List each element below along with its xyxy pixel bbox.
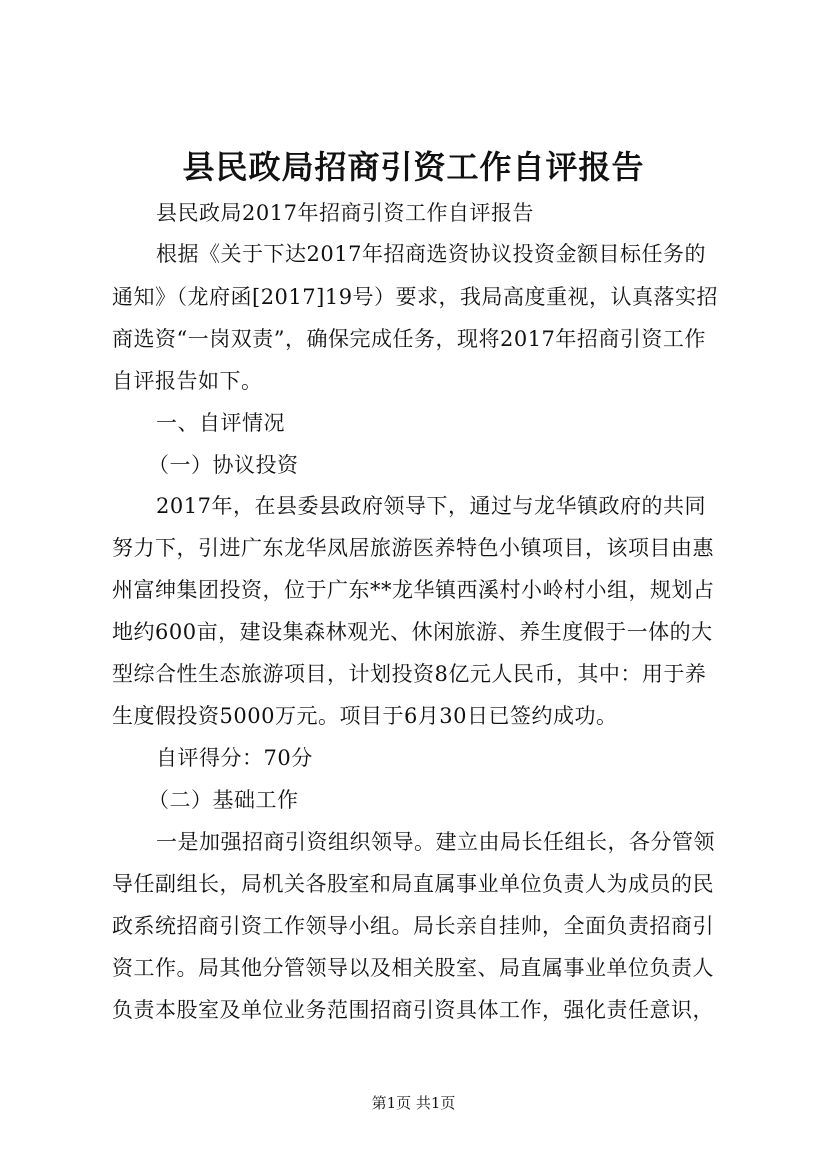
- subsection-heading: （一）协议投资: [148, 453, 299, 477]
- subtitle-line: 县民政局2017年招商引资工作自评报告: [156, 201, 534, 225]
- paragraph-line: 根据《关于下达2017年招商选资协议投资金额目标任务的: [156, 242, 706, 266]
- section-heading: 一、自评情况: [156, 411, 285, 435]
- score-line: 自评得分：70分: [156, 746, 313, 770]
- paragraph-line: 商选资“一岗双责”，确保完成任务，现将2017年招商引资工作: [112, 327, 706, 351]
- paragraph-line: 负责本股室及单位业务范围招商引资具体工作，强化责任意识，: [112, 998, 714, 1022]
- paragraph-line: 资工作。局其他分管领导以及相关股室、局直属事业单位负责人: [112, 956, 714, 980]
- paragraph-line: 生度假投资5000万元。项目于6月30日已签约成功。: [112, 704, 618, 728]
- paragraph-line: 州富绅集团投资，位于广东**龙华镇西溪村小岭村小组，规划占: [112, 578, 715, 602]
- subsection-heading: （二）基础工作: [148, 788, 299, 812]
- paragraph-line: 地约600亩，建设集森林观光、休闲旅游、养生度假于一体的大: [112, 620, 713, 644]
- paragraph-line: 自评报告如下。: [112, 369, 263, 393]
- document-title: 县民政局招商引资工作自评报告: [182, 148, 645, 186]
- paragraph-line: 努力下，引进广东龙华凤居旅游医养特色小镇项目，该项目由惠: [112, 536, 714, 560]
- paragraph-line: 2017年，在县委县政府领导下，通过与龙华镇政府的共同: [156, 494, 706, 518]
- paragraph-line: 一是加强招商引资组织领导。建立由局长任组长，各分管领: [156, 830, 715, 854]
- paragraph-line: 导任副组长，局机关各股室和局直属事业单位负责人为成员的民: [112, 872, 714, 896]
- page-number: 第1页 共1页: [371, 1094, 456, 1112]
- paragraph-line: 型综合性生态旅游项目，计划投资8亿元人民币，其中：用于养: [112, 662, 707, 686]
- paragraph-line: 政系统招商引资工作领导小组。局长亲自挂帅，全面负责招商引: [112, 914, 714, 938]
- paragraph-line: 通知》（龙府函[2017]19号）要求，我局高度重视，认真落实招: [112, 285, 719, 309]
